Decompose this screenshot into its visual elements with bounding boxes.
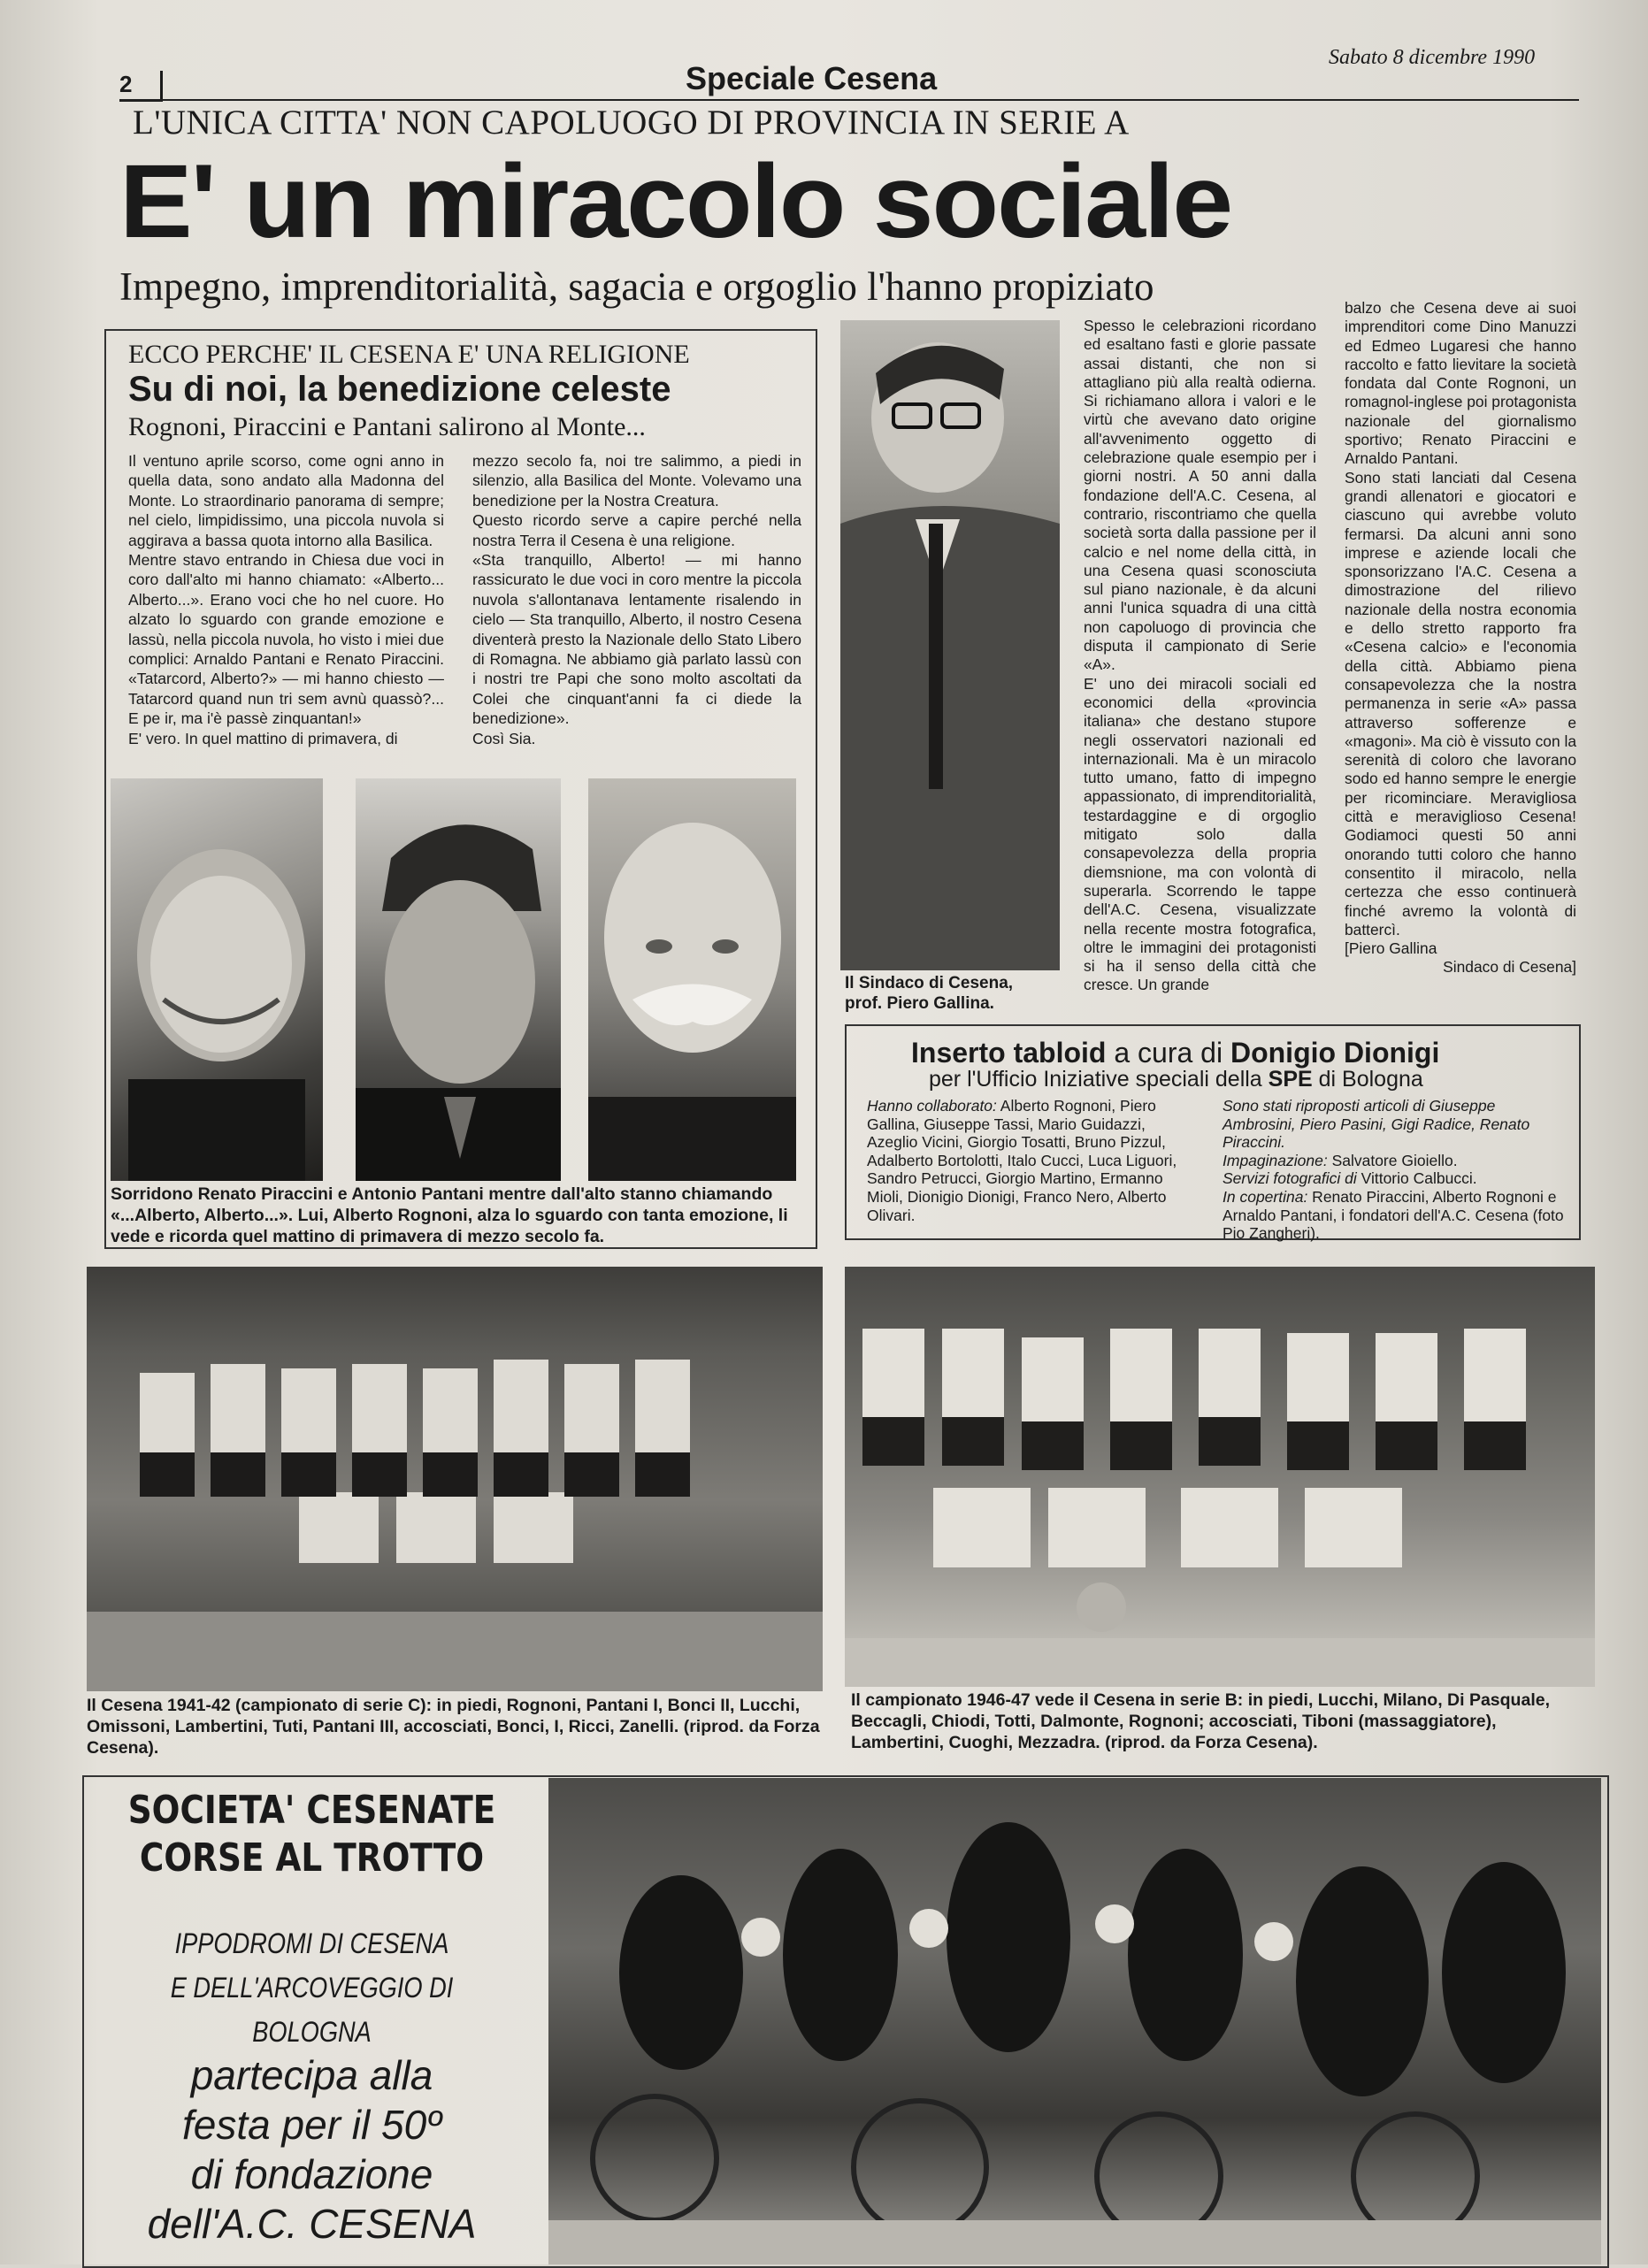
religione-kicker: ECCO PERCHE' IL CESENA E' UNA RELIGIONE xyxy=(128,340,690,369)
ad-cta-line: partecipa alla xyxy=(190,2052,433,2098)
page-number: 2 xyxy=(119,71,163,102)
impag-label: Impaginazione: xyxy=(1223,1151,1328,1169)
portrait-illustration xyxy=(588,778,796,1181)
impaginazione-line xyxy=(1223,1152,1568,1170)
paragraph: Il ventuno aprile scorso, come ogni anno in quella data, sono andato alla Madonna del Monte. Lo straordinario panorama di sempre; nel cielo, limpidissimo, una piccola nuvola si aggirava a bassa quota intorno alla Basilica. xyxy=(128,452,444,549)
section-title: Speciale Cesena xyxy=(686,60,938,96)
signature-line: Sindaco di Cesena] xyxy=(1443,958,1576,977)
team-illustration xyxy=(87,1267,823,1691)
servizi-line xyxy=(1223,1169,1568,1188)
team-photo-1941 xyxy=(87,1267,823,1691)
signature-line: [Piero Gallina xyxy=(1345,939,1437,958)
portrait-illustration xyxy=(111,778,323,1181)
paragraph: balzo che Cesena deve ai suoi imprenditori come Dino Manuzzi ed Edmeo Lugaresi che hanno raccolto e fatto lievitare la società fondata dal Conte Rognoni, un romagnol-inglese poi protagonista nazionale del giornalismo sportivo; Renato Piraccini e Arnaldo Pantani. xyxy=(1345,299,1576,468)
portraits-caption: Sorridono Renato Piraccini e Antonio Pantani mentre dall'alto stanno chiamando «...Alberto, Alberto...». Lui, Alberto Rognoni, alza lo sguardo con tanta emozione, li vede e ricorda quel mattino di primavera di mezzo secolo fa. xyxy=(111,1184,788,1246)
impag-text: Salvatore Gioiello. xyxy=(1327,1151,1458,1169)
paragraph: Mentre stavo entrando in Chiesa due voci in coro dall'alto mi hanno chiamato: «Alberto... Alberto...». Erano voci che ho nel cuore. Ho alzato lo sguardo con grande emozione e lassù, nella piccola nuvola, ho visto i miei due complici: Arnaldo Pantani e Renato Piraccini. «Tatarcord, Alberto?» — mi hanno chiesto — Tatarcord quand nun tri sem avnù quassò?... E pe ir, ma i'è passè zinquantan!» xyxy=(128,551,444,728)
inserto-title-bold: Inserto tabloid xyxy=(911,1037,1107,1069)
copertina-label: In copertina: xyxy=(1223,1187,1308,1206)
paragraph: Così Sia. xyxy=(472,729,536,747)
dateline: Sabato 8 dicembre 1990 xyxy=(1329,46,1536,69)
sindaco-caption-line: Il Sindaco di Cesena, xyxy=(845,974,1014,992)
religione-subtitle: Rognoni, Piraccini e Pantani salirono al Monte... xyxy=(128,412,646,441)
ad-cta-line: di fondazione xyxy=(190,2151,433,2197)
inserto-title-text: a cura di xyxy=(1106,1037,1230,1069)
team-illustration xyxy=(845,1267,1595,1687)
ad-title-line: CORSE AL TROTTO xyxy=(139,1835,485,1881)
religione-title: Su di noi, la benedizione celeste xyxy=(128,370,671,409)
inserto-collaborators xyxy=(867,1097,1199,1224)
inserto-subtitle xyxy=(929,1067,1423,1092)
article-kicker: L'UNICA CITTA' NON CAPOLUOGO DI PROVINCIA IN SERIE A xyxy=(133,103,1130,142)
portrait-illustration xyxy=(356,778,561,1181)
religione-column-1 xyxy=(128,451,444,748)
inserto-sub-text: di Bologna xyxy=(1312,1067,1423,1092)
team-photo-1946 xyxy=(845,1267,1595,1687)
religione-column-2 xyxy=(472,451,801,748)
sindaco-column-2 xyxy=(1345,299,1576,977)
servizi-label: Servizi fotografici di xyxy=(1223,1169,1357,1188)
riproposti-text: Sono stati riproposti articoli di Giuseppe Ambrosini, Piero Pasini, Gigi Radice, Renato Piraccini. xyxy=(1223,1097,1530,1152)
inserto-credits xyxy=(1223,1097,1568,1243)
ad-title xyxy=(122,1787,502,1882)
race-illustration xyxy=(548,1778,1601,2264)
sindaco-caption-line: prof. Piero Gallina. xyxy=(845,994,994,1013)
ad-sub-line: IPPODROMI DI CESENA xyxy=(174,1927,449,1959)
sindaco-photo xyxy=(840,320,1060,970)
inserto-sub-bold: SPE xyxy=(1268,1067,1313,1092)
inserto-sub-text: per l'Ufficio Iniziative speciali della xyxy=(929,1067,1269,1092)
ad-title-line: SOCIETA' CESENATE xyxy=(127,1788,496,1833)
servizi-text: Vittorio Calbucci. xyxy=(1356,1169,1477,1188)
paragraph: mezzo secolo fa, noi tre salimmo, a piedi in silenzio, alla Basilica del Monte. Volevamo una benedizione per la Nostra Creatura. xyxy=(472,452,801,510)
ad-call-to-action xyxy=(88,2050,535,2249)
ad-subtitle xyxy=(122,1921,502,2054)
portrait-photo-rognoni xyxy=(588,778,796,1181)
paragraph: E' vero. In quel mattino di primavera, di xyxy=(128,729,398,747)
sindaco-column-1 xyxy=(1084,317,1316,995)
paragraph: Sono stati lanciati dal Cesena grandi allenatori e giocatori e ciascuno qui avrebbe voluto fermarsi. Da alcuni anni sono imprese e aziende locali che sponsorizzano l'A.C. Cesena a dimostrazione del rilievo nazionale della nostra economia e dello stretto rapporto fra «Cesena calcio» e l'economia della città. Abbiamo piena consapevolezza che la nostra permanenza in serie «A» passa attraverso sofferenze e «magoni». Ma ciò è vissuto con la serenità di coloro che lavorano sodo ed hanno sempre le energie per ricominciare. Meravigliosa città e meraviglioso Cesena! Godiamoci questi 50 anni onorando tutti coloro che hanno consentito il miracolo, nella certezza che esso continuerà finché avremo la volontà di battercì. xyxy=(1345,468,1576,939)
team-1946-caption: Il campionato 1946-47 vede il Cesena in serie B: in piedi, Lucchi, Milano, Di Pasquale, Beccagli, Chiodi, Totti, Dalmonte, Rognoni; accosciati, Tiboni (massaggiatore), Lambertini, Cuoghi, Mezzadra. (riprod. da Forza Cesena). xyxy=(851,1690,1550,1752)
portrait-photo-piraccini xyxy=(111,778,323,1181)
paragraph: E' uno dei miracoli sociali ed economici della «provincia italiana» che destano stupore negli osservatori nazionali ed internazionali. Ma è un miracolo tutto umano, fatto di impegno appassionato, di imprenditorialità, testardaggine e di orgoglio mitigato solo dalla consapevolezza della propria diemsnione, ma con volontà di superarla. Scorrendo le tappe dell'A.C. Cesena, visualizzate nella recente mostra fotografica, oltre le immagini dei protagonisti si ha il senso della città che cresce. Un grande xyxy=(1084,674,1316,994)
article-headline: E' un miracolo sociale xyxy=(119,143,1232,260)
portrait-illustration xyxy=(840,320,1060,970)
copertina-line xyxy=(1223,1188,1568,1243)
ad-sub-line: E DELL'ARCOVEGGIO DI BOLOGNA xyxy=(170,1972,454,2048)
header-rule xyxy=(119,99,1579,101)
paragraph: «Sta tranquillo, Alberto! — mi hanno rassicurato le due voci in coro mentre la piccola nuvola s'allontanava lentamente risalendo in cielo — Sta tranquillo, Alberto, il nostro Cesena diventerà presto la Nazionale dello Stato Libero di Romagna. Ne abbiamo già parlato lassù con i nostri tre Papi che sono molto ascoltati da Colei che cinquant'anni fa ci diede la benedizione». xyxy=(472,551,801,728)
team-1941-caption: Il Cesena 1941-42 (campionato di serie C): in piedi, Rognoni, Pantani I, Bonci II, Lucchi, Omissoni, Lambertini, Tuti, Pantani III, accosciati, Bonci, I, Ricci, Zanelli. (riprod. da Forza Cesena). xyxy=(87,1696,820,1758)
paragraph: Spesso le celebrazioni ricordano ed esaltano fasti e glorie passate assai distanti, che non si attagliano più alla realtà odierna. Si richiamano allora i valori e le virtù che avevano dato origine all'avvenimento oggetto di celebrazione quale esempio per i giorni nostri. A 50 anni dalla fondazione dell'A.C. Cesena, al contrario, riscontriamo che quella società sorta dalla passione per il calcio e nel nome della città, in una Cesena quasi sconosciuta sul piano nazionale, è da alcuni anni l'unica squadra di una città non capoluogo di provincia che disputa il campionato di Serie «A». xyxy=(1084,317,1316,674)
ad-cta-line: dell'A.C. CESENA xyxy=(147,2201,477,2247)
copertina-text: Renato Piraccini, Alberto Rognoni e Arnaldo Pantani, i fondatori dell'A.C. Cesena (foto Pio Zangheri). xyxy=(1223,1187,1564,1243)
paragraph: Questo ricordo serve a capire perché nella nostra Terra il Cesena è una religione. xyxy=(472,511,801,549)
ad-cta-line: festa per il 50º xyxy=(182,2102,441,2148)
collab-label: Hanno collaborato: xyxy=(867,1097,997,1115)
trotting-race-photo xyxy=(548,1778,1601,2264)
inserto-editor: Donigio Dionigi xyxy=(1230,1037,1440,1069)
article-subhead: Impegno, imprenditorialità, sagacia e orgoglio l'hanno propiziato xyxy=(119,264,1154,309)
sindaco-caption xyxy=(845,973,1057,1014)
inserto-title xyxy=(911,1037,1439,1069)
portrait-photo-pantani xyxy=(356,778,561,1181)
collab-text: Alberto Rognoni, Piero Gallina, Giuseppe Tassi, Mario Guidazzi, Azeglio Vicini, Giorgio Tosatti, Bruno Pizzul, Adalberto Bortolotti, Italo Cucci, Luca Liguori, Sandro Petrucci, Giorgio Martino, Ermanno Mioli, Dionigio Dionigi, Franco Nero, Alberto Olivari. xyxy=(867,1097,1177,1224)
